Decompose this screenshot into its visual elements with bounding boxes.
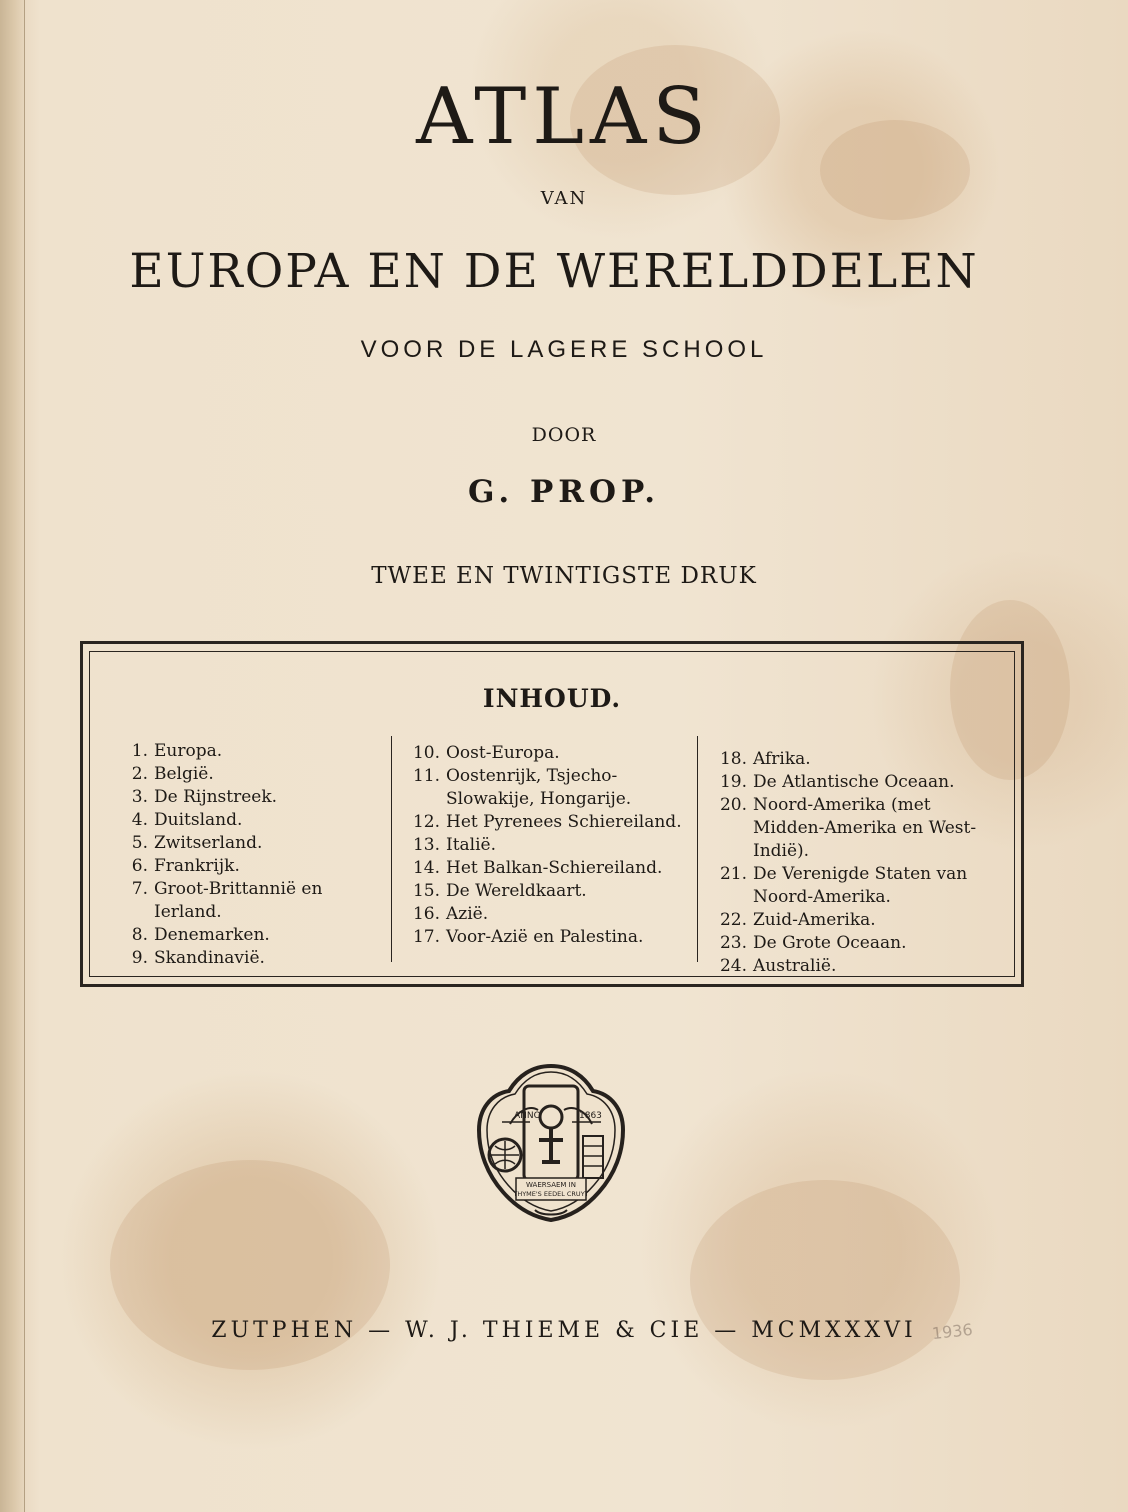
contents-box	[80, 641, 1024, 987]
entry-title: Afrika.	[753, 749, 811, 769]
contents-entry	[410, 834, 690, 857]
contents-column-1	[118, 740, 388, 970]
entry-title: Denemarken.	[154, 925, 270, 945]
contents-inner-frame	[89, 651, 1015, 977]
contents-column-2	[410, 742, 690, 949]
contents-entry	[118, 878, 388, 924]
entry-title: Skandinavië.	[154, 948, 265, 968]
contents-column-3	[717, 748, 1007, 978]
entry-title: Het Balkan-Schiereiland.	[446, 858, 663, 878]
contents-entry	[118, 947, 388, 970]
contents-entry	[717, 771, 1007, 794]
contents-heading: INHOUD.	[482, 684, 622, 713]
entry-title: Azië.	[446, 904, 489, 924]
book-title: ATLAS	[416, 72, 712, 162]
entry-title: Oostenrijk, Tsjecho-Slowakije, Hongarije.	[446, 766, 632, 809]
contents-entry	[410, 880, 690, 903]
entry-title: Australië.	[753, 956, 837, 976]
contents-entry	[118, 809, 388, 832]
entry-title: Europa.	[154, 741, 223, 761]
entry-title: Zwitserland.	[154, 833, 263, 853]
contents-entry	[410, 765, 690, 811]
entry-number: 20.	[719, 795, 747, 815]
entry-number: 1.	[131, 741, 148, 761]
pencil-note: 1936	[931, 1319, 974, 1344]
book-spine	[0, 0, 25, 1512]
contents-entry	[410, 903, 690, 926]
entry-number: 7.	[131, 879, 148, 899]
contents-entry	[717, 863, 1007, 909]
entry-number: 17.	[412, 927, 440, 947]
publisher-seal-drawing	[472, 1060, 630, 1226]
age-stain	[690, 1180, 960, 1380]
entry-number: 19.	[719, 772, 747, 792]
contents-entry	[118, 855, 388, 878]
contents-entry	[717, 932, 1007, 955]
column-divider	[697, 736, 698, 962]
contents-entry	[717, 909, 1007, 932]
contents-entry	[118, 832, 388, 855]
entry-number: 9.	[131, 948, 148, 968]
entry-number: 12.	[412, 812, 440, 832]
entry-number: 21.	[719, 864, 747, 884]
entry-number: 3.	[131, 787, 148, 807]
contents-entry	[410, 811, 690, 834]
edition-line: TWEE EN TWINTIGSTE DRUK	[371, 563, 757, 589]
contents-entry	[410, 857, 690, 880]
entry-number: 22.	[719, 910, 747, 930]
entry-number: 4.	[131, 810, 148, 830]
entry-number: 10.	[412, 743, 440, 763]
contents-entry	[410, 742, 690, 765]
entry-number: 16.	[412, 904, 440, 924]
contents-entry	[118, 763, 388, 786]
by-label: DOOR	[531, 424, 597, 446]
entry-number: 5.	[131, 833, 148, 853]
entry-number: 15.	[412, 881, 440, 901]
column-divider	[391, 736, 392, 962]
contents-entry	[717, 955, 1007, 978]
contents-entry	[118, 740, 388, 763]
entry-number: 8.	[131, 925, 148, 945]
entry-title: Italië.	[446, 835, 497, 855]
entry-title: De Atlantische Oceaan.	[753, 772, 955, 792]
entry-title: België.	[154, 764, 214, 784]
entry-title: Noord-Amerika (met Midden-Amerika en West-Indië).	[753, 795, 977, 861]
entry-title: Groot-Brittannië en Ierland.	[154, 879, 323, 922]
entry-title: Voor-Azië en Palestina.	[446, 927, 644, 947]
contents-entry	[118, 924, 388, 947]
entry-number: 14.	[412, 858, 440, 878]
entry-title: Oost-Europa.	[446, 743, 560, 763]
entry-title: De Rijnstreek.	[154, 787, 278, 807]
audience-line: VOOR DE LAGERE SCHOOL	[360, 336, 768, 363]
entry-title: Frankrijk.	[154, 856, 240, 876]
entry-number: 6.	[131, 856, 148, 876]
contents-entry	[717, 748, 1007, 771]
seal-left-text: ANNO	[514, 1111, 541, 1121]
contents-entry	[717, 794, 1007, 863]
entry-number: 23.	[719, 933, 747, 953]
book-subtitle: EUROPA EN DE WERELDDELEN	[129, 244, 979, 299]
entry-title: Het Pyrenees Schiereiland.	[446, 812, 682, 832]
seal-motto-line-1: WAERSAEM IN	[526, 1181, 576, 1189]
entry-title: De Wereldkaart.	[446, 881, 587, 901]
entry-title: De Verenigde Staten van Noord-Amerika.	[753, 864, 968, 907]
entry-title: Duitsland.	[154, 810, 243, 830]
title-connector: VAN	[540, 188, 588, 209]
entry-number: 24.	[719, 956, 747, 976]
entry-title: De Grote Oceaan.	[753, 933, 907, 953]
contents-entry	[118, 786, 388, 809]
author-name: G. PROP.	[467, 474, 660, 510]
publisher-imprint: ZUTPHEN — W. J. THIEME & CIE — MCMXXXVI	[211, 1318, 917, 1343]
entry-title: Zuid-Amerika.	[753, 910, 876, 930]
seal-motto-line-2: THYME'S EEDEL CRUYT	[513, 1190, 589, 1198]
entry-number: 11.	[412, 766, 440, 786]
contents-entry	[410, 926, 690, 949]
seal-right-text: 1863	[579, 1111, 602, 1121]
entry-number: 18.	[719, 749, 747, 769]
publisher-seal-icon	[472, 1060, 630, 1226]
entry-number: 13.	[412, 835, 440, 855]
entry-number: 2.	[131, 764, 148, 784]
